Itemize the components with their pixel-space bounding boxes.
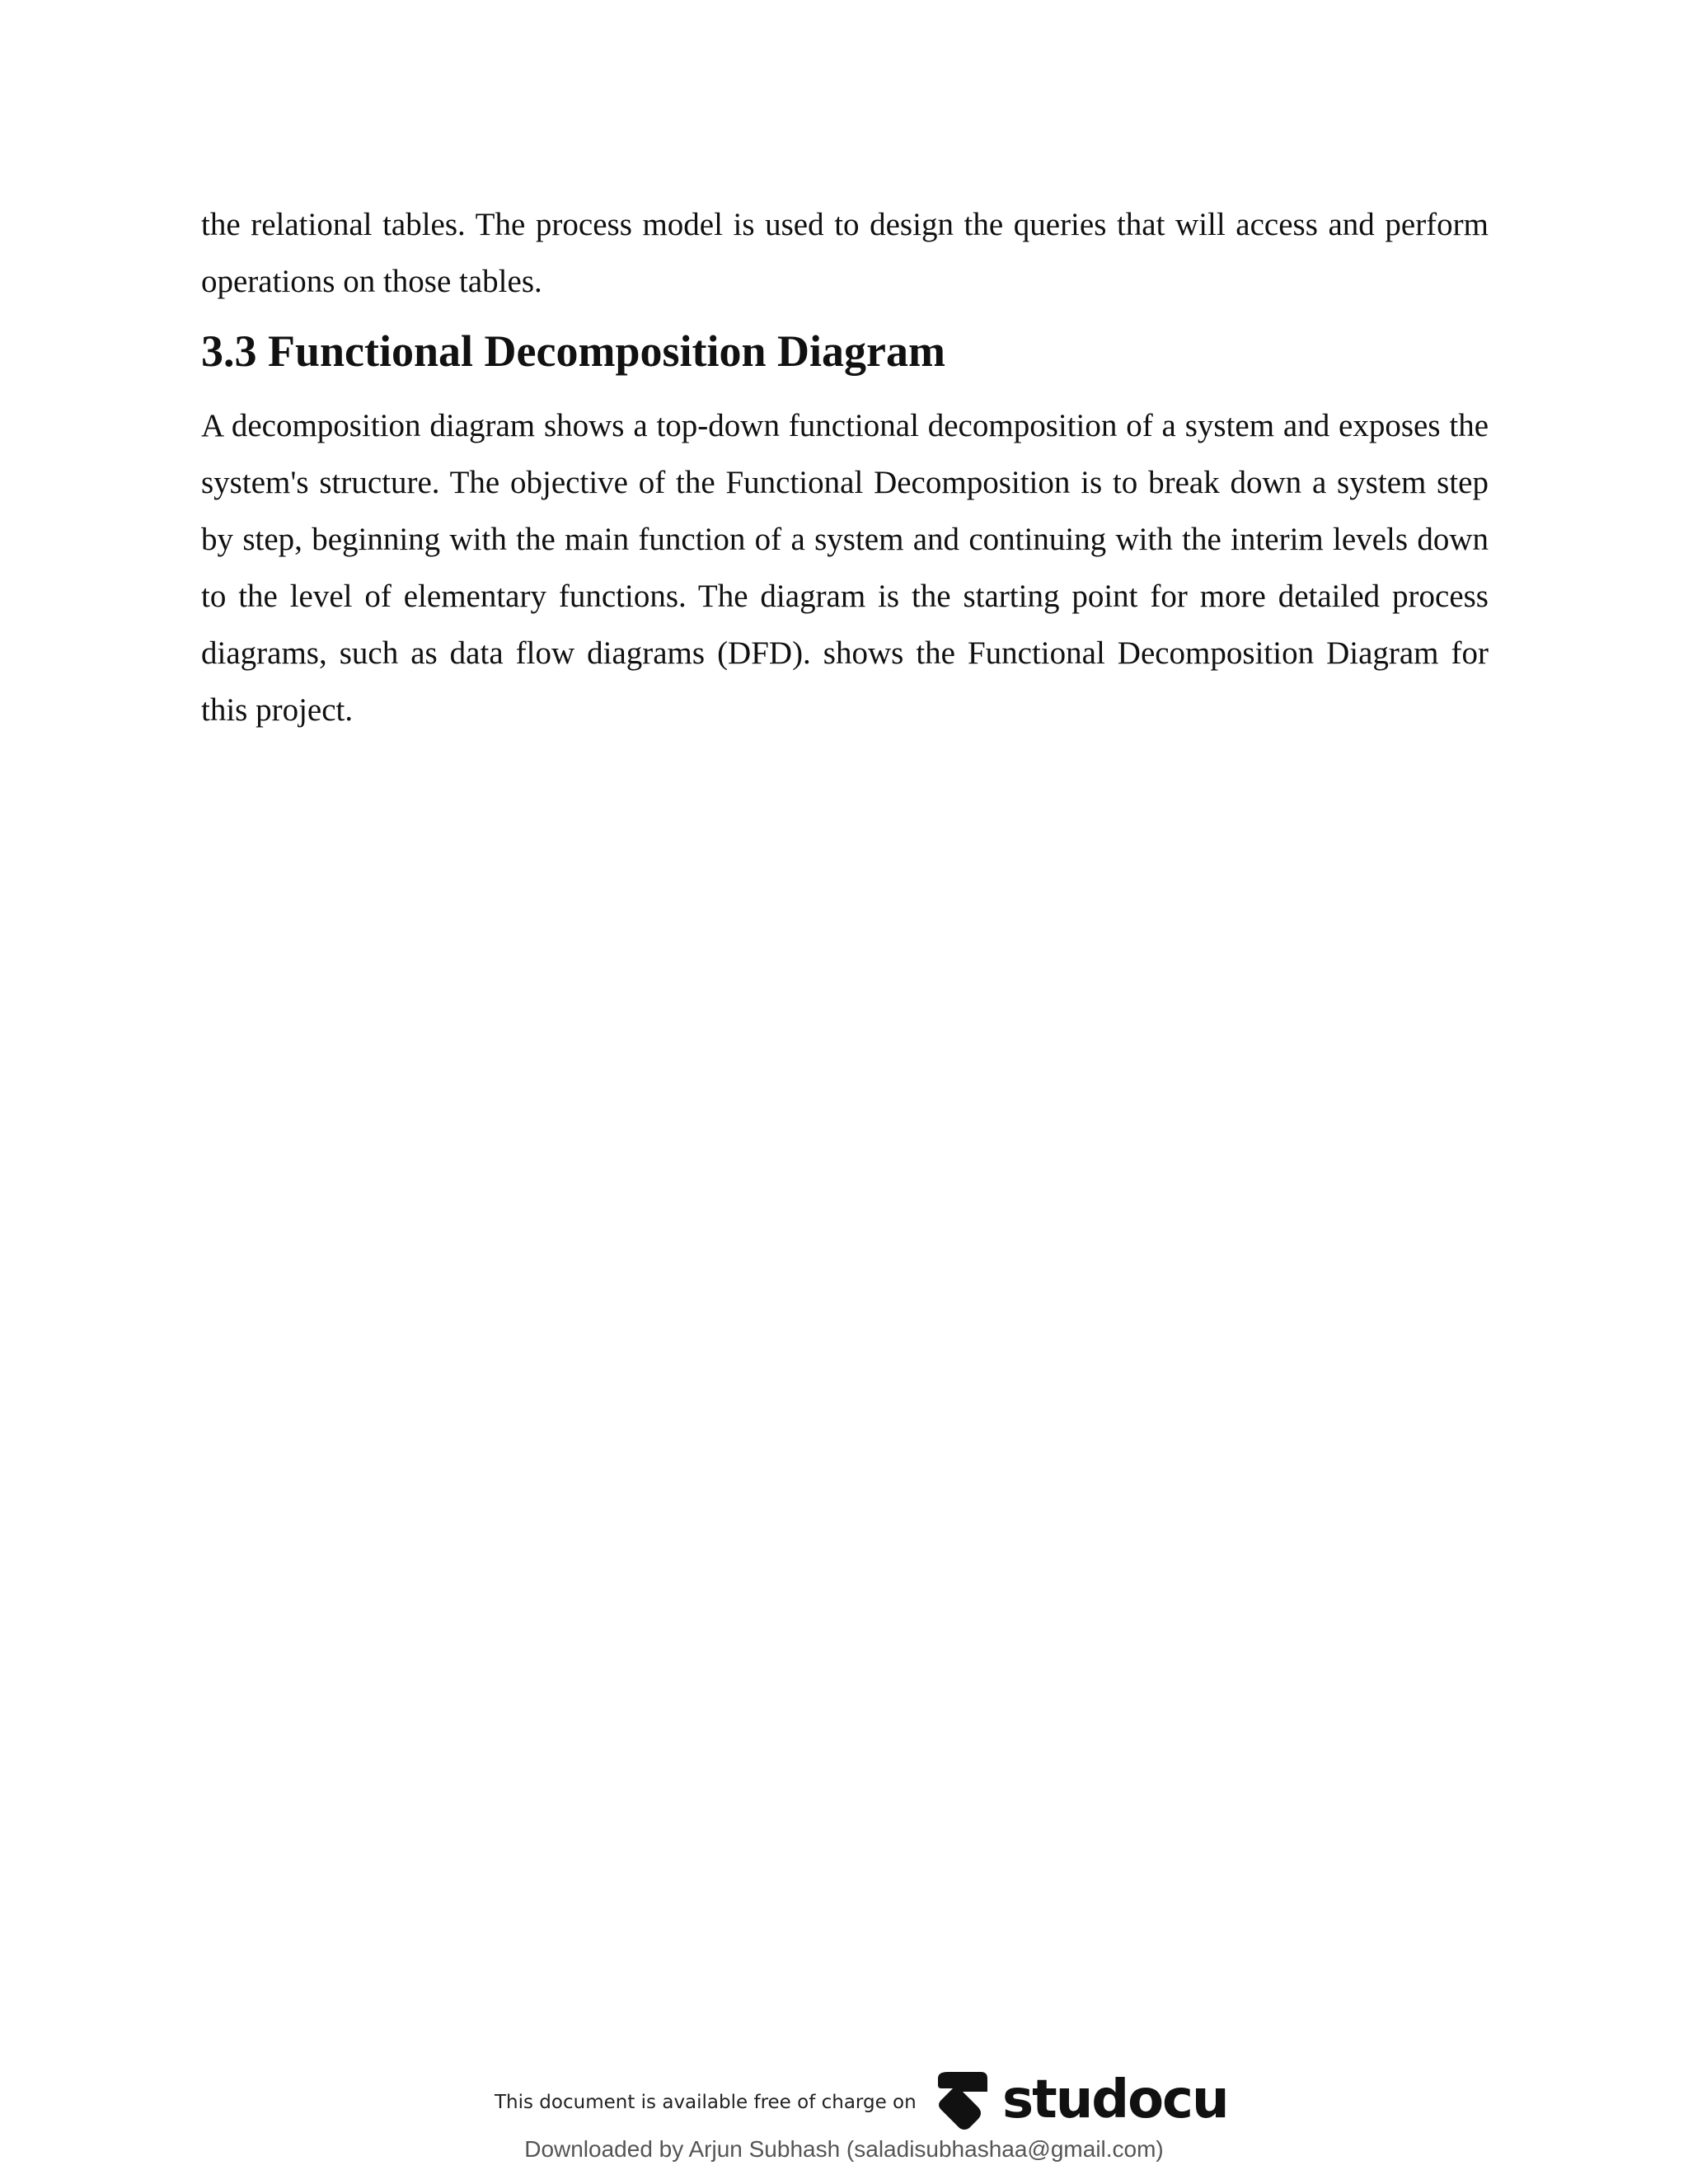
intro-paragraph: the relational tables. The process model is used to design the queries that will access and perform operations on those tables. [201, 207, 1489, 299]
page-content [201, 196, 1489, 738]
studocu-logo[interactable] [930, 2067, 1228, 2133]
availability-note: This document is available free of charge on [495, 2092, 917, 2113]
studocu-brand-name: studocu [1002, 2069, 1228, 2130]
body-paragraph: A decomposition diagram shows a top-down functional decomposition of a system and exposes the system's structure. The objective of the Functional Decomposition is to break down a system step by step, beginning with the main function of a system and continuing with the interim levels down to the level of elementary functions. The diagram is the starting point for more detailed process diagrams, such as data flow diagrams (DFD). shows the Functional Decomposition Diagram for this project. [201, 408, 1489, 728]
section-heading: 3.3 Functional Decomposition Diagram [201, 326, 945, 376]
studocu-footer [0, 2067, 1688, 2133]
downloaded-by-note: Downloaded by Arjun Subhash (saladisubhashaa@gmail.com) [524, 2136, 1164, 2162]
studocu-logo-icon [930, 2067, 996, 2133]
